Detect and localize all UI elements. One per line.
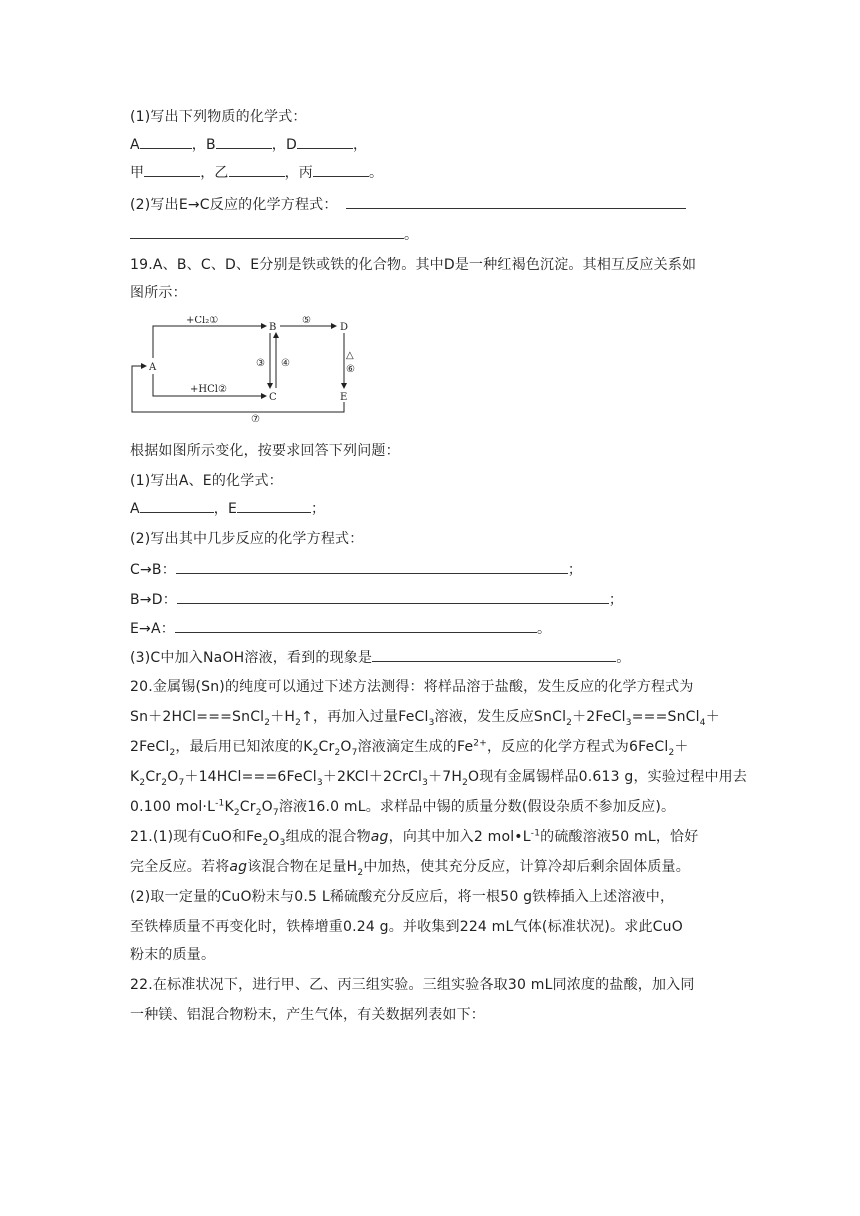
label-reaction-7: ⑦ xyxy=(251,414,260,422)
label-reaction-4: ④ xyxy=(281,358,290,369)
answer-blank-b[interactable] xyxy=(216,136,272,149)
arrow-a-to-b xyxy=(153,326,266,358)
q21-line-5: 粉末的质量。 xyxy=(130,947,216,963)
answer-blank-e-to-a[interactable] xyxy=(175,620,537,633)
reaction-diagram xyxy=(128,316,368,422)
q21-line-4: 至铁棒质量不再变化时，铁棒增重0.24 g。并收集到224 mL气体(标准状况)。求此CuO xyxy=(130,919,683,935)
arrow-e-to-a xyxy=(132,366,344,412)
q19-intro: 根据如图所示变化，按要求回答下列问题： xyxy=(130,443,400,459)
answer-blank-c-to-b[interactable] xyxy=(176,561,568,574)
label-reaction-6: ⑥ xyxy=(346,364,355,375)
answer-blank-ec-equation-2[interactable] xyxy=(130,226,404,239)
label-reaction-2: +HCl② xyxy=(190,384,227,395)
q22-line-2: 一种镁、铝混合物粉末，产生气体，有关数据列表如下： xyxy=(130,1007,485,1023)
label-reaction-5: ⑤ xyxy=(302,316,311,326)
answer-blank-bing[interactable] xyxy=(313,164,369,177)
q19-stem-line-2: 图所示： xyxy=(130,285,187,301)
q20-line-2: $Sn+2HCl===SnCl_2+H_2↑$，再加入过量FeCl$_3$溶液，发生反应SnCl$_2$＋2FeCl$_3$===SnCl$_4$＋ xyxy=(130,709,720,728)
q19-part1-blanks: A ，E ； xyxy=(130,501,326,517)
label-heat: △ xyxy=(346,350,354,361)
q21-line-2: 完全反应。若将ag该混合物在足量$H_2$中加热，使其充分反应，计算冷却后剩余固体质量。 xyxy=(130,859,690,878)
q18-part2-prompt: (2)写出E→C反应的化学方程式： xyxy=(130,196,686,214)
q18-part2-continuation: 。 xyxy=(130,226,418,244)
answer-blank-d[interactable] xyxy=(297,136,353,149)
q21-line-3: (2)取一定量的CuO粉末与0.5 L稀硫酸充分反应后，将一根50 g铁棒插入上述溶液中， xyxy=(130,889,675,905)
answer-blank-ec-equation[interactable] xyxy=(346,196,686,209)
q18-blank-row-2: 甲 ，乙 ，丙 。 xyxy=(130,165,384,181)
answer-blank-a-formula[interactable] xyxy=(140,500,214,513)
q19-e-to-a: E→A： 。 xyxy=(130,621,552,637)
answer-blank-jia[interactable] xyxy=(144,164,200,177)
node-d: D xyxy=(340,322,349,333)
node-c: C xyxy=(269,392,277,403)
q20-line-5: 0.100 $mol\cdot L^{-1}K_2Cr_2O_7$溶液16.0 mL。求样品中锡的质量分数(假设杂质不参加反应)。 xyxy=(130,798,676,818)
q22-line-1: 22.在标准状况下，进行甲、乙、丙三组实验。三组实验各取30 mL同浓度的盐酸，加入同 xyxy=(130,977,695,993)
node-b: B xyxy=(269,322,277,333)
node-a: A xyxy=(149,362,157,373)
label-reaction-1: +Cl₂① xyxy=(186,316,219,326)
label-reaction-3: ③ xyxy=(256,358,265,369)
answer-blank-phenomenon[interactable] xyxy=(372,649,616,662)
answer-blank-yi[interactable] xyxy=(229,164,285,177)
q20-line-1: 20.金属锡(Sn)的纯度可以通过下述方法测得：将样品溶于盐酸，发生反应的化学方程式为 xyxy=(130,679,694,695)
q20-line-3: 2FeCl$_2$，最后用已知浓度的$K_2Cr_2O_7$溶液滴定生成的$Fe^{2+}$，反应的化学方程式为6FeCl$_2$＋ xyxy=(130,738,689,758)
q19-part3: (3)C中加入NaOH溶液，看到的现象是 。 xyxy=(130,650,631,666)
answer-blank-e-formula[interactable] xyxy=(237,500,311,513)
q18-part1-prompt: (1)写出下列物质的化学式： xyxy=(130,109,307,125)
q19-c-to-b: C→B： ； xyxy=(130,562,583,578)
q19-stem-line-1: 19.A、B、C、D、E分别是铁或铁的化合物。其中D是一种红褐色沉淀。其相互反应关系如 xyxy=(130,257,697,273)
answer-blank-b-to-d[interactable] xyxy=(177,591,609,604)
answer-blank-a[interactable] xyxy=(140,136,192,149)
q19-b-to-d: B→D： ； xyxy=(130,592,624,608)
node-e: E xyxy=(340,392,348,403)
q19-part1-prompt: (1)写出A、E的化学式： xyxy=(130,473,283,489)
q20-line-4: $K_2Cr_2O_7+14HCl===6FeCl_3+2KCl+2CrCl_3+7H_2O$现有金属锡样品0.613 g，实验过程中用去 xyxy=(130,769,748,788)
q21-line-1: 21.(1)现有CuO和$Fe_2O_3$组成的混合物ag，向其中加入2 $mol•L^{-1}$的硫酸溶液50 mL，恰好 xyxy=(130,828,699,848)
q18-blank-row-1: A ，B ，D ， xyxy=(130,137,368,153)
q19-part2-prompt: (2)写出其中几步反应的化学方程式： xyxy=(130,531,364,547)
